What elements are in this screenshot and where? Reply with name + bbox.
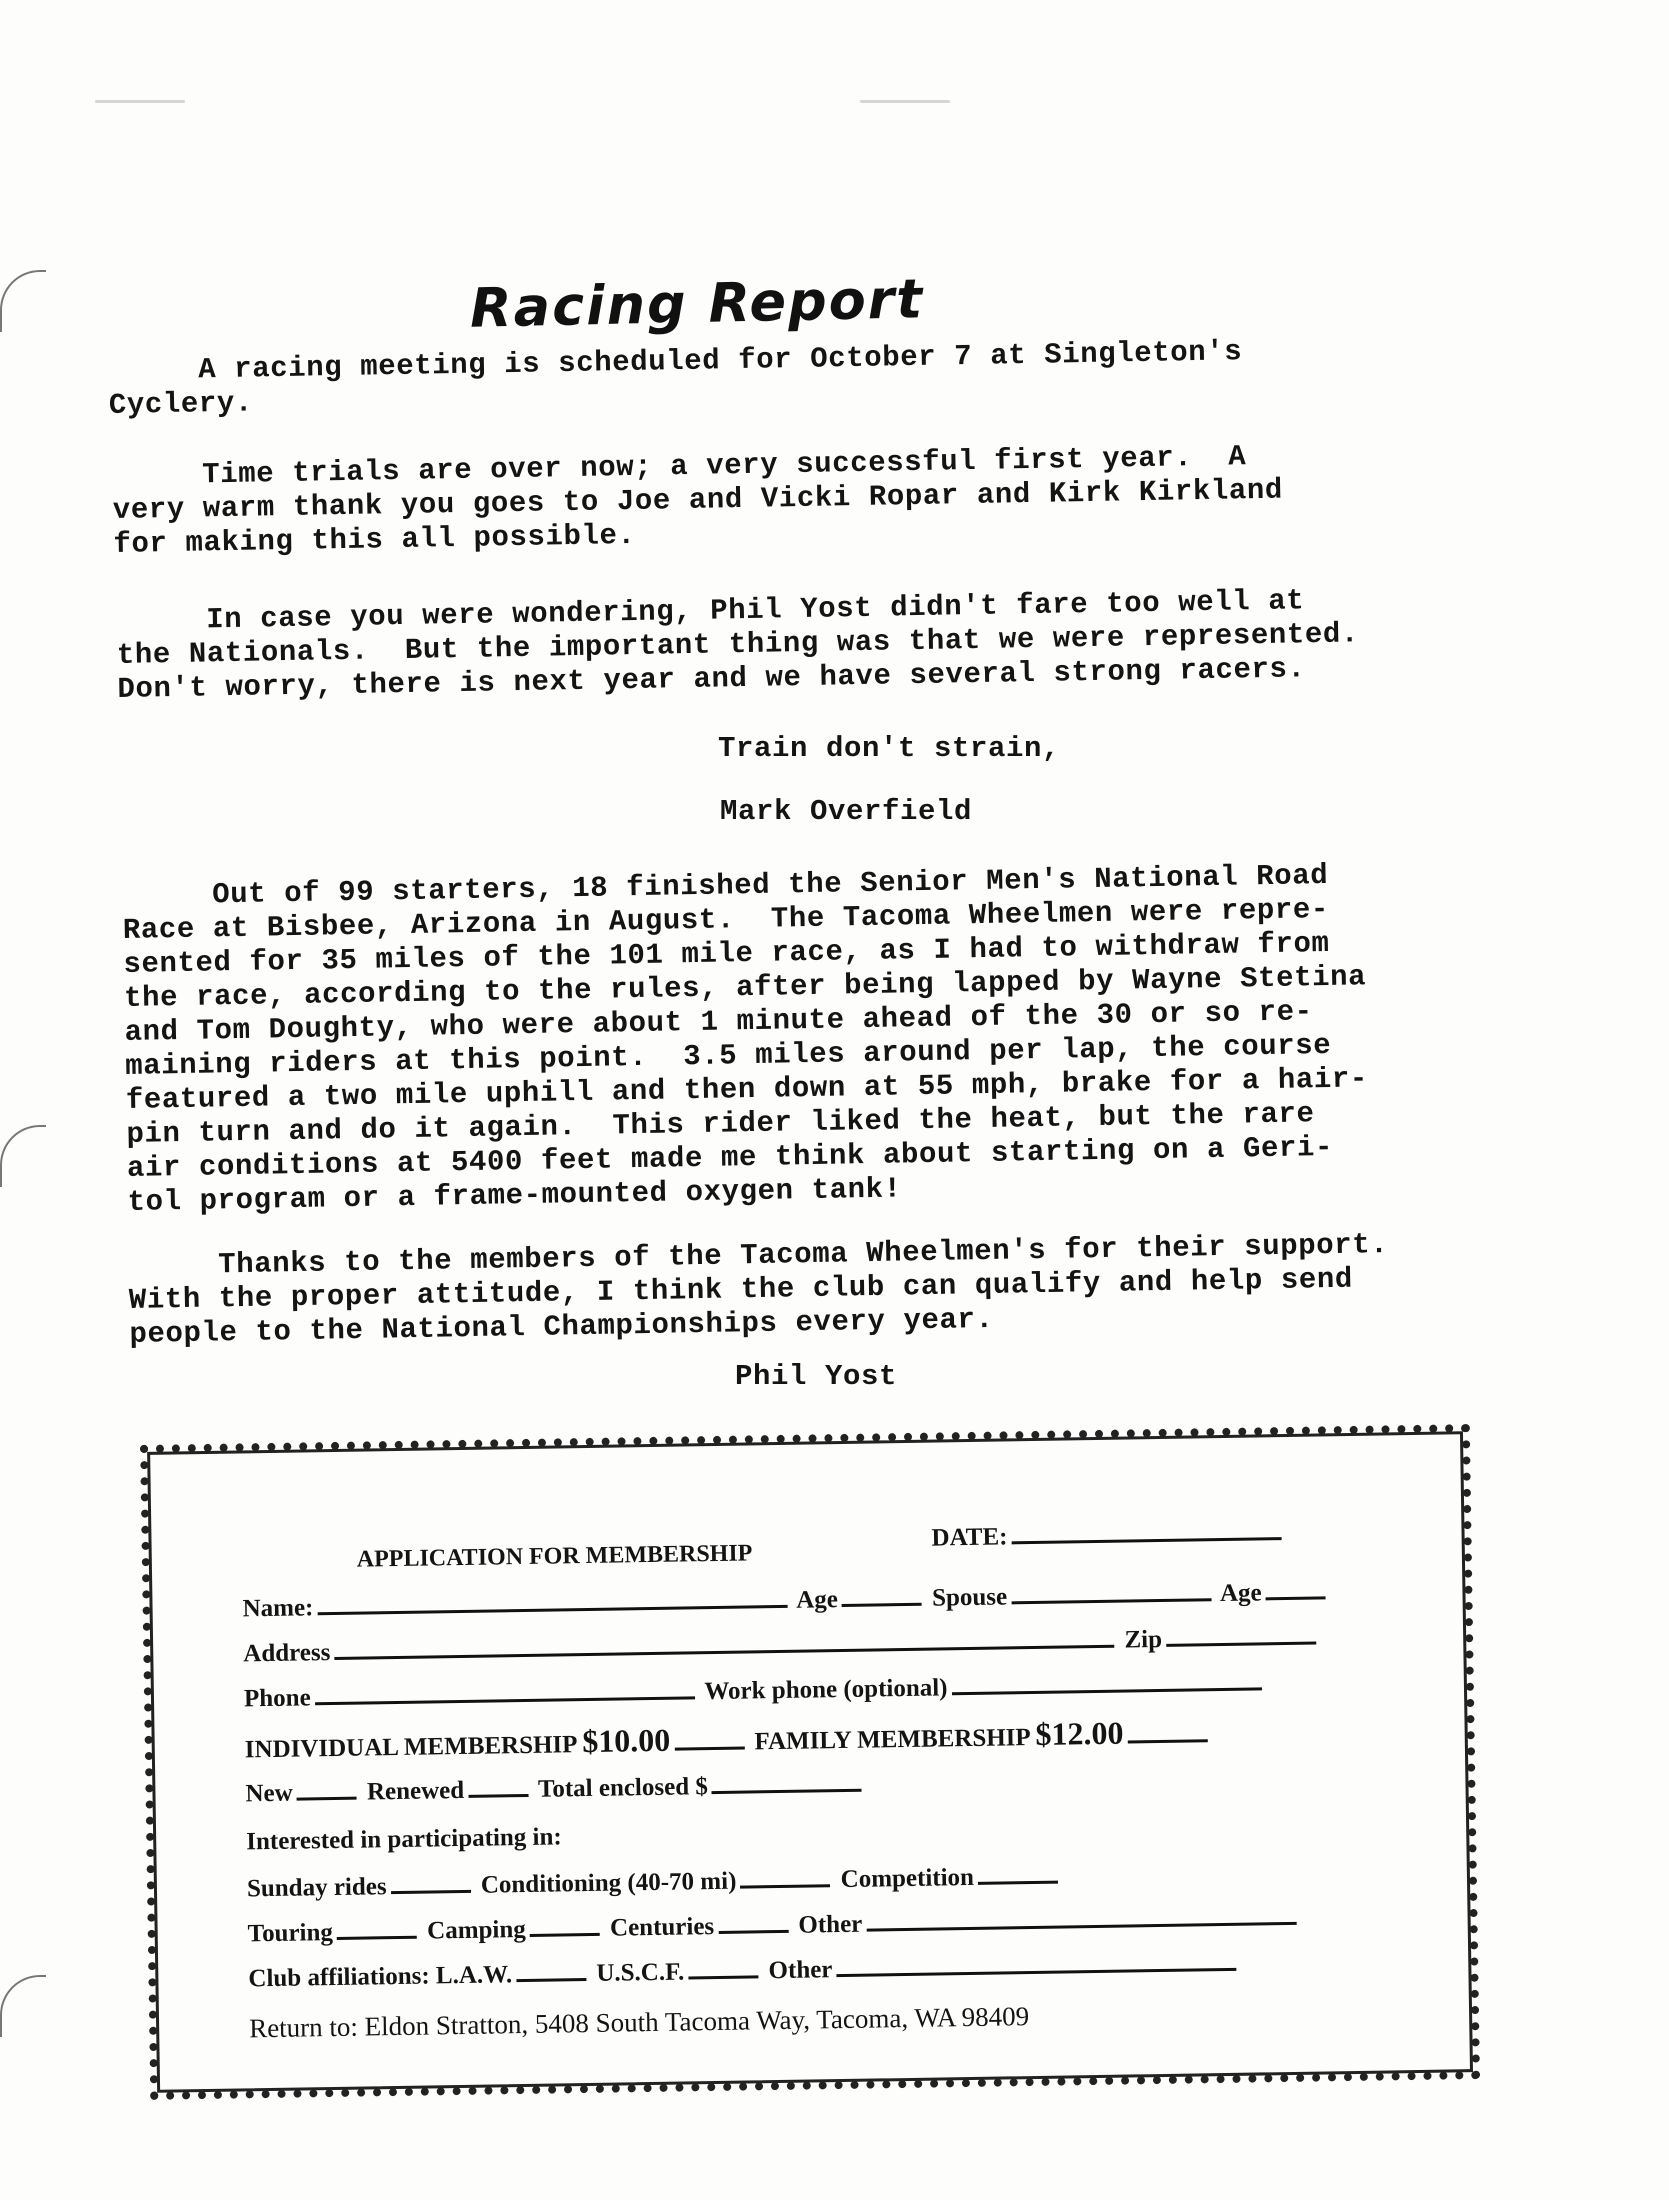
hole-punch-mark xyxy=(0,1975,46,2037)
family-label: FAMILY MEMBERSHIP xyxy=(754,1724,1030,1756)
sunday-rides-label: Sunday rides xyxy=(246,1873,387,1903)
paragraph-race-report: Out of 99 starters, 18 finished the Senior Men's National Road Race at Bisbee, Arizona in August. The Tacoma Wheelmen were repre- sented for 35 miles of the 101 mile race, as I had to withdraw from the race, according to the rules, after being lapped by Wayne Stetina and Tom Doughty, who were about 1 minute ahead of the 30 or so re- maining riders at this point. 3.5 miles around per lap, the course featured a two mile uphill and then down at 55 mph, brake for a hair- pin turn and do it again. This rider liked the heat, but the rare air conditions at 5400 feet made me think about starting on a Geri- tol program or a frame-mounted oxygen tank! xyxy=(122,858,1369,1219)
renewed-label: Renewed xyxy=(366,1776,465,1806)
phone-label: Phone xyxy=(243,1684,311,1713)
family-field[interactable] xyxy=(1127,1719,1207,1743)
spouse-age-label: Age xyxy=(1219,1579,1262,1608)
total-field[interactable] xyxy=(712,1769,862,1794)
name-label: Name: xyxy=(242,1594,314,1623)
individual-label: INDIVIDUAL MEMBERSHIP xyxy=(244,1731,577,1764)
zip-label: Zip xyxy=(1124,1625,1163,1654)
law-label: L.A.W. xyxy=(435,1961,513,1990)
zip-field[interactable] xyxy=(1166,1622,1316,1647)
centuries-field[interactable] xyxy=(718,1910,788,1934)
hole-punch-mark xyxy=(0,270,46,332)
hole-punch-mark xyxy=(0,1125,46,1187)
work-phone-label: Work phone (optional) xyxy=(704,1674,948,1706)
paragraph-thanks: Thanks to the members of the Tacoma Wheelmen's for their support. With the proper attitude, I think the club can qualify and help send people to the National Championships every year. xyxy=(128,1228,1389,1351)
centuries-label: Centuries xyxy=(609,1913,715,1942)
interest-heading-row xyxy=(246,1823,562,1856)
touring-label: Touring xyxy=(247,1919,334,1948)
touring-field[interactable] xyxy=(337,1916,417,1940)
individual-field[interactable] xyxy=(674,1727,744,1751)
signature-mark-overfield: Mark Overfield xyxy=(720,795,973,828)
page-title: Racing Report xyxy=(469,267,925,340)
date-label: DATE: xyxy=(931,1523,1008,1552)
total-label: Total enclosed $ xyxy=(537,1773,709,1803)
signature-phil-yost: Phil Yost xyxy=(735,1360,898,1393)
paragraph-time-trials: Time trials are over now; a very successful first year. A very warm thank you goes to Joe and Vicki Ropar and Kirk Kirkland for making this all possible. xyxy=(112,440,1284,561)
other-interest-label: Other xyxy=(798,1910,863,1939)
sunday-rides-field[interactable] xyxy=(390,1870,470,1894)
scan-smudge xyxy=(95,100,185,103)
date-row xyxy=(931,1517,1285,1553)
paragraph-meeting: A racing meeting is scheduled for October 7 at Singleton's Cyclery. xyxy=(108,335,1243,422)
scan-smudge xyxy=(860,100,950,103)
new-label: New xyxy=(245,1779,293,1808)
uscf-field[interactable] xyxy=(688,1955,758,1979)
age-field[interactable] xyxy=(842,1583,922,1607)
phone-field[interactable] xyxy=(314,1676,694,1705)
conditioning-field[interactable] xyxy=(740,1864,830,1888)
camping-field[interactable] xyxy=(530,1913,600,1937)
camping-label: Camping xyxy=(426,1916,526,1945)
spouse-label: Spouse xyxy=(931,1583,1008,1612)
competition-label: Competition xyxy=(840,1863,975,1894)
work-phone-field[interactable] xyxy=(951,1667,1261,1695)
law-field[interactable] xyxy=(516,1958,586,1982)
other-affiliation-field[interactable] xyxy=(836,1948,1236,1977)
competition-field[interactable] xyxy=(978,1861,1058,1885)
return-address: Return to: Eldon Stratton, 5408 South Tacoma Way, Tacoma, WA 98409 xyxy=(248,2001,1030,2044)
date-field[interactable] xyxy=(1011,1517,1281,1544)
uscf-label: U.S.C.F. xyxy=(596,1958,685,1987)
renewed-field[interactable] xyxy=(468,1774,528,1798)
affiliations-label: Club affiliations: xyxy=(248,1962,430,1993)
form-heading: APPLICATION FOR MEMBERSHIP xyxy=(356,1540,753,1573)
individual-price: $10.00 xyxy=(581,1721,671,1760)
new-field[interactable] xyxy=(296,1777,356,1801)
interest-label: Interested in participating in: xyxy=(246,1823,562,1856)
paragraph-nationals: In case you were wondering, Phil Yost didn't fare too well at the Nationals. But the important thing was that we were represented. Don't worry, there is next year and we have several strong racers. xyxy=(116,584,1360,706)
other-affiliation-label: Other xyxy=(768,1956,833,1985)
spouse-field[interactable] xyxy=(1011,1578,1211,1604)
age-label: Age xyxy=(795,1586,839,1614)
conditioning-label: Conditioning (40-70 mi) xyxy=(480,1867,737,1899)
family-price: $12.00 xyxy=(1035,1714,1124,1752)
closing-line: Train don't strain, xyxy=(718,732,1061,765)
membership-form xyxy=(140,1424,1480,2100)
address-label: Address xyxy=(243,1639,331,1668)
spouse-age-field[interactable] xyxy=(1265,1576,1325,1600)
